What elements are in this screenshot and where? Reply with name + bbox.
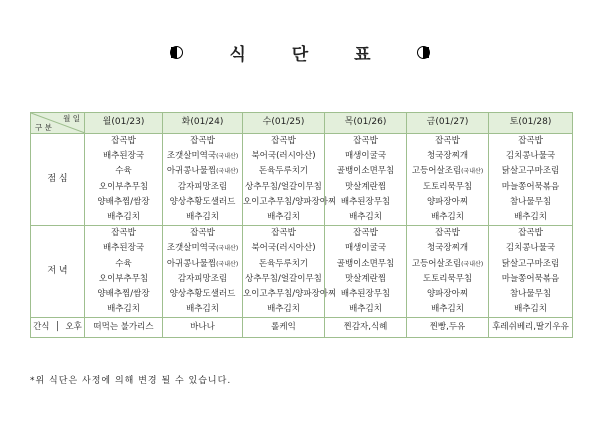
dish-item (325, 241, 406, 256)
dish-item (407, 149, 488, 164)
lunch-day-cell (85, 134, 163, 226)
dish-name: 도토리묵무침 (422, 181, 473, 192)
day-header: 월(01/23) (85, 113, 163, 134)
dish-item (85, 164, 162, 179)
dish-item (163, 134, 242, 149)
snack-item: 후레쉬베리,딸기우유 (489, 318, 573, 338)
dish-item (85, 180, 162, 195)
dish-item (407, 195, 488, 210)
dish-name: 조갯살미역국 (166, 151, 217, 162)
dinner-day-cell (407, 226, 489, 318)
dish-name: 청국장찌개 (426, 243, 469, 254)
dish-name: 양배추찜/쌈장 (97, 288, 150, 299)
dish-item (163, 210, 242, 225)
dish-name: 감자피망조림 (177, 273, 228, 284)
dish-name: 참나물무침 (509, 196, 552, 207)
lunch-row (31, 134, 573, 226)
origin-note: (국내산) (216, 260, 239, 268)
dish-item (243, 195, 337, 210)
dish-item (325, 272, 406, 287)
dish-item (489, 287, 572, 302)
dish-name: 감자피망조림 (177, 181, 228, 192)
dish-name: 돈육두루치기 (258, 166, 309, 177)
dish-item (85, 134, 162, 149)
corner-top-label: 월 일 (63, 114, 80, 123)
lunch-day-cell (243, 134, 337, 226)
title-text: 식 단 표 (229, 45, 391, 65)
dish-item (243, 149, 324, 164)
dish-item (489, 257, 572, 272)
menu-table (30, 112, 573, 338)
dish-item (243, 287, 337, 302)
dish-name: 잡곡밥 (111, 136, 136, 146)
origin-note: (국내산) (461, 168, 484, 176)
dish-name: 매생이굴국 (344, 151, 387, 162)
dish-item (325, 134, 406, 149)
dish-name: 양상추황도샐러드 (169, 288, 236, 299)
dish-item (85, 195, 162, 210)
snack-label: 간식 (33, 322, 50, 333)
dish-name: 돈육두루치기 (258, 258, 309, 269)
dish-name: 배추김치 (431, 211, 464, 222)
dish-name: 골뱅이소면무침 (336, 258, 395, 269)
dish-name: 배추김치 (431, 304, 464, 315)
dish-item (407, 164, 488, 179)
dish-item (489, 195, 572, 210)
dish-item (243, 302, 324, 317)
dish-item (163, 164, 242, 179)
snack-item: 바나나 (163, 318, 243, 338)
snack-item: 찐빵,두유 (407, 318, 489, 338)
origin-note: (국내산) (216, 153, 239, 161)
dish-item (407, 210, 488, 225)
dish-name: 도토리묵무침 (422, 273, 473, 284)
dish-item (489, 210, 572, 225)
dish-name: 상추무침/얼갈이무침 (245, 181, 322, 192)
dish-name: 잡곡밥 (518, 228, 543, 239)
dish-name: 골뱅이소면무침 (336, 166, 395, 177)
snack-item: 찐감자,식혜 (325, 318, 407, 338)
dish-name: 잡곡밥 (190, 228, 215, 239)
dish-name: 잡곡밥 (435, 136, 460, 146)
dish-name: 고등어살조림 (411, 258, 462, 269)
dish-item (407, 287, 488, 302)
dish-item (243, 134, 324, 149)
dish-name: 잡곡밥 (518, 136, 543, 146)
dish-name: 수육 (115, 258, 132, 269)
dish-item (489, 180, 572, 195)
dish-name: 북어국(러시아산) (251, 151, 316, 162)
dish-name: 맛살계란찜 (344, 181, 387, 192)
dish-name: 잡곡밥 (111, 228, 136, 239)
lunch-day-cell (325, 134, 407, 226)
snack-label-cell: 간식 │ 오후 (31, 318, 85, 338)
dish-name: 잡곡밥 (353, 228, 378, 239)
dish-item (85, 302, 162, 317)
dish-item (163, 257, 242, 272)
day-header: 토(01/28) (489, 113, 573, 134)
dish-name: 잡곡밥 (435, 228, 460, 239)
lunch-day-cell (163, 134, 243, 226)
dish-name: 조갯살미역국 (166, 243, 217, 254)
dish-name: 아귀콩나물찜 (166, 166, 217, 177)
half-circle-right-icon (417, 46, 430, 59)
dish-name: 오이부추무침 (98, 273, 149, 284)
snack-row (31, 318, 573, 338)
dinner-row (31, 226, 573, 318)
dish-item (243, 180, 324, 195)
dish-item (407, 272, 488, 287)
dish-name: 배추된장국 (102, 151, 145, 162)
dish-item (407, 226, 488, 241)
dish-name: 고등어살조림 (411, 166, 462, 177)
dish-name: 배추김치 (186, 211, 219, 222)
dish-item (85, 241, 162, 256)
dish-item (243, 257, 324, 272)
dish-item (243, 164, 324, 179)
dinner-day-cell (489, 226, 573, 318)
dish-name: 배추된장국 (102, 243, 145, 254)
footnote: *위 식단은 사정에 의해 변경 될 수 있습니다. (30, 376, 232, 386)
dish-name: 맛살계란찜 (344, 273, 387, 284)
dish-item (489, 241, 572, 256)
dish-name: 양파장아찌 (426, 196, 469, 207)
dish-item (325, 302, 406, 317)
dish-item (489, 302, 572, 317)
dish-name: 양상추황도샐러드 (169, 196, 236, 207)
snack-item: 롤케익 (243, 318, 325, 338)
dinner-day-cell (243, 226, 337, 318)
snack-item: 떠먹는 불가리스 (85, 318, 163, 338)
origin-note: (국내산) (216, 245, 239, 253)
dish-item (325, 180, 406, 195)
dish-name: 닭살고구마조림 (501, 166, 560, 177)
dish-item (407, 241, 488, 256)
dish-name: 오이고추무침/양파장아찌 (243, 196, 337, 207)
dish-item (243, 272, 324, 287)
half-circle-left-icon (170, 46, 183, 59)
dish-name: 잡곡밥 (190, 136, 215, 146)
dish-name: 배추김치 (267, 304, 300, 315)
dish-name: 마늘쫑어묵볶음 (501, 181, 560, 192)
day-header: 수(01/25) (243, 113, 325, 134)
dish-item (325, 164, 406, 179)
dish-name: 수육 (115, 166, 132, 177)
dish-name: 양배추찜/쌈장 (97, 196, 150, 207)
dish-name: 양파장아찌 (426, 288, 469, 299)
dish-name: 아귀콩나물찜 (166, 258, 217, 269)
header-row (31, 113, 573, 134)
dish-item (407, 134, 488, 149)
dish-name: 배추된장무침 (340, 196, 391, 207)
dish-item (489, 272, 572, 287)
dish-item (243, 241, 324, 256)
dinner-day-cell (163, 226, 243, 318)
dish-name: 오이고추무침/양파장아찌 (243, 288, 337, 299)
dish-item (163, 149, 242, 164)
dish-item (163, 287, 242, 302)
dish-name: 잡곡밥 (271, 228, 296, 239)
dish-name: 잡곡밥 (353, 136, 378, 146)
snack-time: 오후 (65, 322, 82, 333)
lunch-day-cell (489, 134, 573, 226)
dish-name: 참나물무침 (509, 288, 552, 299)
dinner-label: 저 녁 (31, 226, 85, 318)
dinner-day-cell (85, 226, 163, 318)
dish-item (325, 287, 406, 302)
dish-item (85, 149, 162, 164)
dish-name: 배추김치 (349, 304, 382, 315)
dinner-day-cell (325, 226, 407, 318)
dish-item (325, 195, 406, 210)
dish-item (163, 241, 242, 256)
dish-name: 배추된장무침 (340, 288, 391, 299)
dish-item (163, 302, 242, 317)
dish-name: 김치콩나물국 (505, 243, 556, 254)
dish-name: 상추무침/얼갈이무침 (245, 273, 322, 284)
dish-item (163, 272, 242, 287)
dish-name: 배추김치 (267, 211, 300, 222)
dish-item (489, 134, 572, 149)
dish-item (163, 180, 242, 195)
dish-item (325, 257, 406, 272)
page-title (0, 40, 600, 65)
dish-item (163, 195, 242, 210)
dish-item (243, 226, 324, 241)
dish-name: 잡곡밥 (271, 136, 296, 146)
dish-item (325, 210, 406, 225)
day-header: 목(01/26) (325, 113, 407, 134)
dish-name: 김치콩나물국 (505, 151, 556, 162)
dish-name: 배추김치 (107, 211, 140, 222)
day-header: 금(01/27) (407, 113, 489, 134)
dish-name: 닭살고구마조림 (501, 258, 560, 269)
dish-item (489, 164, 572, 179)
dish-item (407, 180, 488, 195)
dish-name: 오이부추무침 (98, 181, 149, 192)
lunch-day-cell (407, 134, 489, 226)
dish-item (407, 257, 488, 272)
origin-note: (국내산) (216, 168, 239, 176)
corner-header (31, 113, 85, 134)
dish-item (489, 226, 572, 241)
dish-name: 배추김치 (514, 304, 547, 315)
dish-name: 마늘쫑어묵볶음 (501, 273, 560, 284)
dish-item (85, 257, 162, 272)
lunch-label: 점 심 (31, 134, 85, 226)
dish-item (85, 210, 162, 225)
dish-name: 북어국(러시아산) (251, 243, 316, 254)
dish-name: 배추김치 (349, 211, 382, 222)
dish-item (489, 149, 572, 164)
origin-note: (국내산) (461, 260, 484, 268)
dish-name: 매생이굴국 (344, 243, 387, 254)
dish-item (163, 226, 242, 241)
corner-bottom-label: 구 분 (35, 123, 52, 132)
dish-item (243, 210, 324, 225)
dish-item (85, 226, 162, 241)
dish-name: 청국장찌개 (426, 151, 469, 162)
dish-name: 배추김치 (186, 304, 219, 315)
dish-item (407, 302, 488, 317)
dish-item (85, 272, 162, 287)
dish-name: 배추김치 (107, 304, 140, 315)
dish-item (85, 287, 162, 302)
dish-item (325, 149, 406, 164)
dish-item (325, 226, 406, 241)
dish-name: 배추김치 (514, 211, 547, 222)
day-header: 화(01/24) (163, 113, 243, 134)
